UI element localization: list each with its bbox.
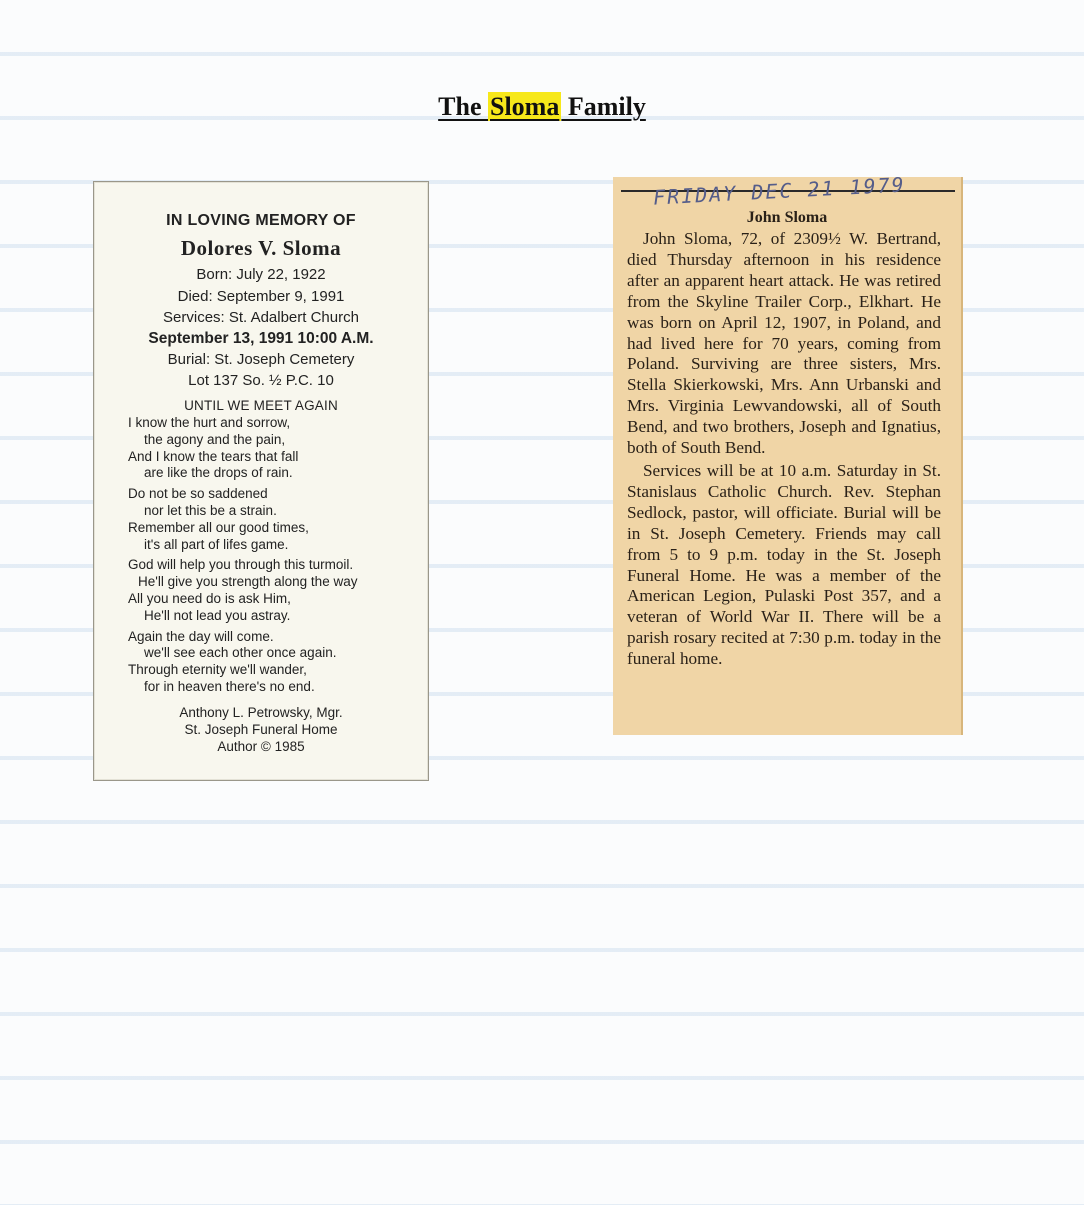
obituary-paragraph: John Sloma, 72, of 2309½ W. Bertrand, died Thursday afternoon in his residence after an apparent heart attack. He was retired from the Skyline Trailer Corp., Elkhart. He was born on April 12, 1907, in Poland, and had lived here for 70 years, coming from Poland. Surviving are three sisters, Mrs. Stella Skierkowski, Mrs. Ann Urbanski and Mrs. Virginia Lewvandowski, all of South Bend, and two brothers, Joseph and Ignatius, both of South Bend.	[627, 229, 941, 458]
page-title	[0, 92, 1084, 122]
poem-stanza	[128, 486, 418, 553]
signature-line: St. Joseph Funeral Home	[184, 722, 338, 737]
signature-line: Anthony L. Petrowsky, Mgr.	[179, 705, 343, 720]
poem-line: All you need do is ask Him,	[128, 590, 291, 606]
memorial-services: Services: St. Adalbert Church	[163, 309, 359, 326]
poem-line: we'll see each other once again.	[144, 645, 337, 661]
poem-line: God will help you through this turmoil.	[128, 557, 354, 573]
memorial-heading: IN LOVING MEMORY OF	[166, 212, 356, 229]
title-highlighted-name: Sloma	[490, 92, 560, 121]
poem-line: And I know the tears that fall	[128, 448, 299, 464]
poem-line: Do not be so saddened	[128, 486, 268, 502]
poem-line: are like the drops of rain.	[144, 465, 293, 481]
title-prefix: The	[438, 92, 488, 121]
poem-line: He'll not lead you astray.	[144, 607, 291, 623]
obituary-paragraph: Services will be at 10 a.m. Saturday in St. Stanislaus Catholic Church. Rev. Stephan Sedlock, pastor, will officiate. Burial will be in St. Joseph Cemetery. Friends may call from 5 to 9 p.m. today in the St. Joseph Funeral Home. He was a member of the American Legion, Pulaski Post 357, and a veteran of World War II. There will be a parish rosary recited at 7:30 p.m. today in the funeral home.	[627, 460, 941, 669]
obituary-body	[627, 229, 941, 670]
newspaper-clipping	[613, 172, 963, 735]
memorial-burial: Burial: St. Joseph Cemetery	[167, 351, 355, 368]
poem-line: Again the day will come.	[128, 628, 274, 644]
poem-line: nor let this be a strain.	[144, 502, 277, 518]
memorial-service-datetime: September 13, 1991 10:00 A.M.	[148, 330, 374, 347]
handwritten-date: FRIDAY DEC 21 1979	[652, 172, 907, 210]
memorial-died: Died: September 9, 1991	[177, 288, 345, 305]
memorial-born: Born: July 22, 1922	[196, 266, 326, 283]
memorial-name: Dolores V. Sloma	[180, 236, 342, 260]
poem-line: He'll give you strength along the way	[138, 574, 358, 590]
poem-stanza	[128, 629, 418, 696]
poem-line: Through eternity we'll wander,	[128, 662, 307, 678]
poem-stanza	[128, 557, 418, 624]
poem	[128, 415, 418, 700]
memorial-lot: Lot 137 So. ½ P.C. 10	[188, 372, 334, 389]
page-title-text	[438, 92, 646, 121]
poem-line: Remember all our good times,	[128, 519, 309, 535]
poem-stanza	[128, 415, 418, 482]
memorial-signature	[94, 704, 428, 755]
poem-title: UNTIL WE MEET AGAIN	[184, 398, 338, 413]
poem-line: for in heaven there's no end.	[144, 678, 315, 694]
poem-line: the agony and the pain,	[144, 431, 286, 447]
poem-line: I know the hurt and sorrow,	[128, 415, 291, 430]
obituary-heading: John Sloma	[746, 209, 828, 226]
memorial-card	[93, 181, 429, 781]
signature-line: Author © 1985	[217, 739, 305, 754]
title-suffix: Family	[561, 92, 646, 121]
poem-line: it's all part of lifes game.	[144, 536, 289, 552]
